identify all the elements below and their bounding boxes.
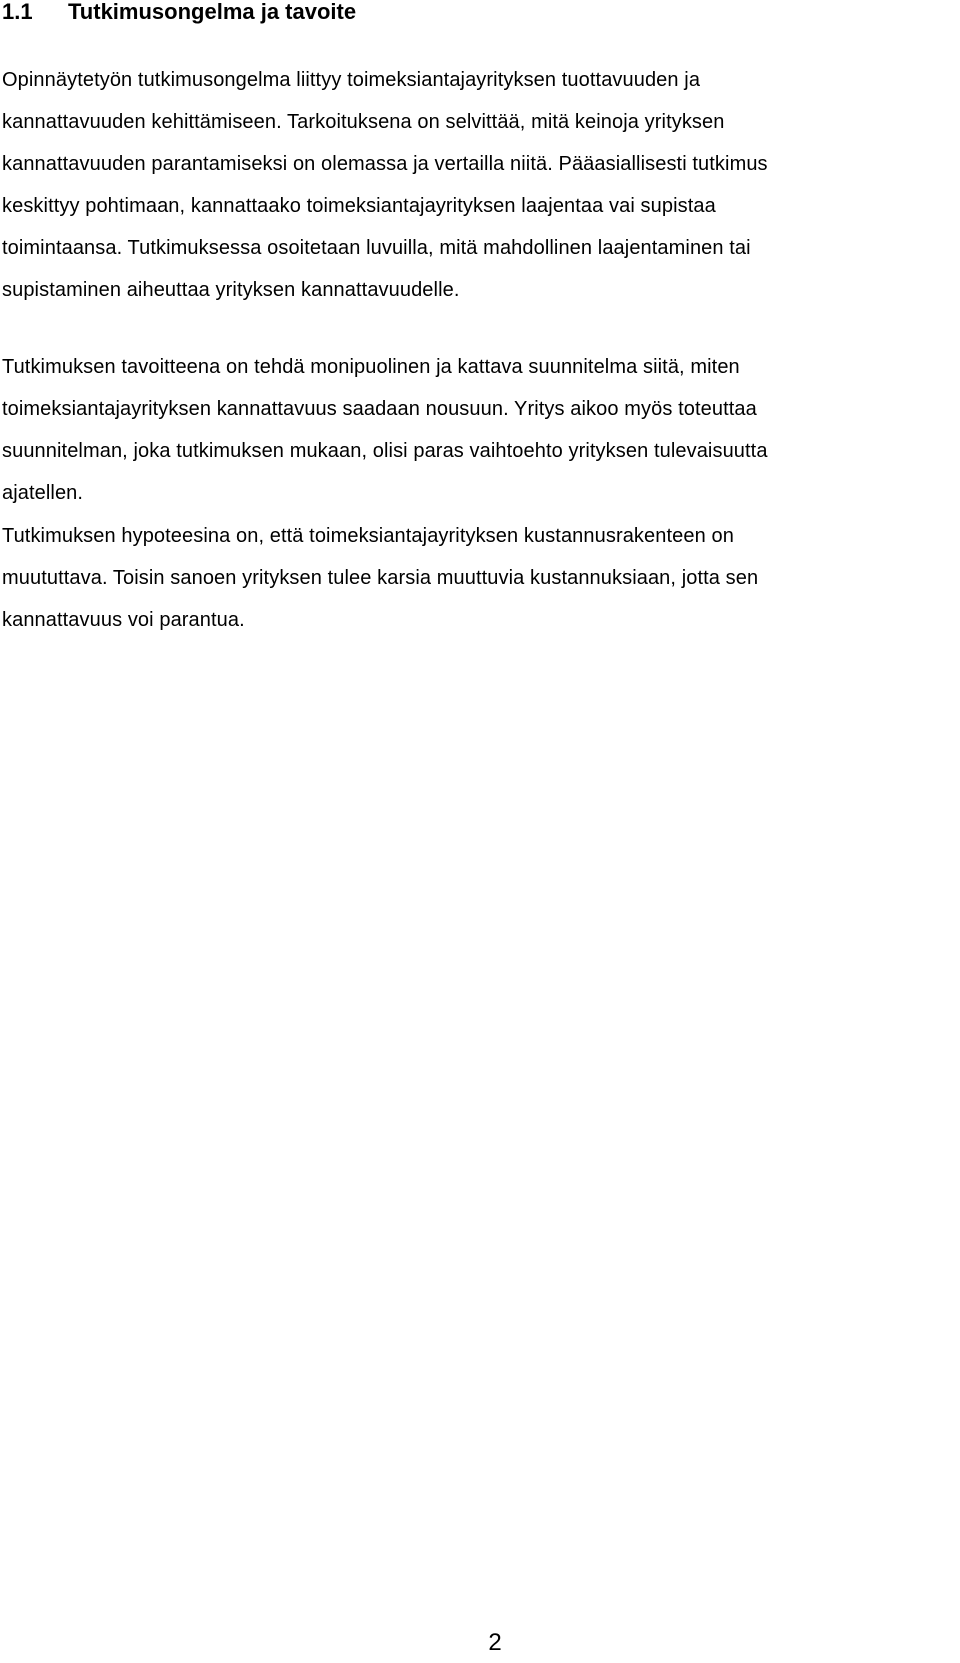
paragraph-hypothesis xyxy=(2,515,942,641)
text-line: keskittyy pohtimaan, kannattaako toimeksiantajayrityksen laajentaa vai supistaa xyxy=(2,195,716,217)
text-line: Opinnäytetyön tutkimusongelma liittyy toimeksiantajayrityksen tuottavuuden ja xyxy=(2,69,701,91)
text-line: muututtava. Toisin sanoen yrityksen tulee karsia muuttuvia kustannuksiaan, jotta sen xyxy=(2,567,759,589)
text-line: toimintaansa. Tutkimuksessa osoitetaan luvuilla, mitä mahdollinen laajentaminen tai xyxy=(2,237,751,259)
text-line: kannattavuus voi parantua. xyxy=(2,609,245,631)
section-title: Tutkimusongelma ja tavoite xyxy=(68,0,357,24)
text-line: Tutkimuksen tavoitteena on tehdä monipuolinen ja kattava suunnitelma siitä, miten xyxy=(2,356,740,378)
text-line: suunnitelman, joka tutkimuksen mukaan, olisi paras vaihtoehto yrityksen tulevaisuutta xyxy=(2,440,768,462)
text-line: ajatellen. xyxy=(2,482,84,504)
section-heading xyxy=(2,0,356,30)
text-line: kannattavuuden kehittämiseen. Tarkoituksena on selvittää, mitä keinoja yrityksen xyxy=(2,111,725,133)
text-line: Tutkimuksen hypoteesina on, että toimeksiantajayrityksen kustannusrakenteen on xyxy=(2,525,734,547)
section-number: 1.1 xyxy=(2,0,33,24)
text-line: supistaminen aiheuttaa yrityksen kannattavuudelle. xyxy=(2,279,460,301)
text-line: toimeksiantajayrityksen kannattavuus saadaan nousuun. Yritys aikoo myös toteuttaa xyxy=(2,398,757,420)
page-number: 2 xyxy=(488,1629,502,1656)
text-line: kannattavuuden parantamiseksi on olemassa ja vertailla niitä. Pääasiallisesti tutkimus xyxy=(2,153,768,175)
paragraph-research-problem xyxy=(2,59,942,311)
paragraph-research-goal xyxy=(2,346,942,514)
